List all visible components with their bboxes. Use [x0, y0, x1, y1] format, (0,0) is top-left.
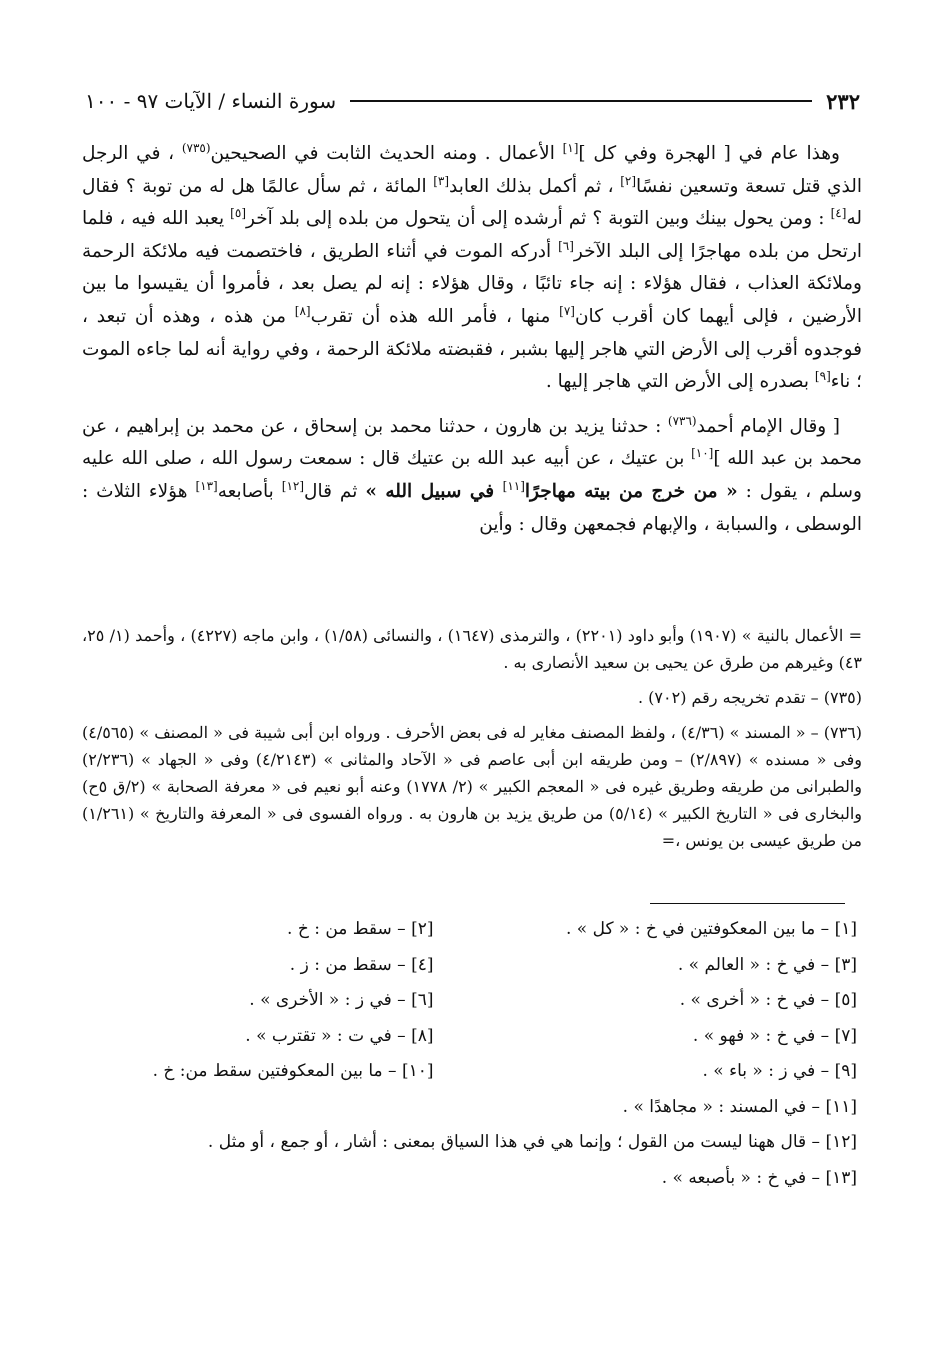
- paragraph: [82, 411, 862, 541]
- variant-note: [٩] – في ز : « باء » .: [702, 1061, 857, 1081]
- text-run: ، ثم أكمل بذلك العابد: [449, 175, 621, 197]
- variant-marker: [٤]: [830, 206, 847, 221]
- variant-marker: [١٠]: [691, 446, 714, 461]
- variant-marker: [٧]: [559, 303, 575, 318]
- variant-marker: [٣]: [433, 173, 450, 188]
- hadith-quote: « من خرج من بيته مهاجرًا: [524, 480, 738, 502]
- text-run: ثم قال: [304, 480, 366, 502]
- variant-note: [١] – ما بين المعكوفتين في خ : « كل » .: [565, 919, 857, 939]
- variant-marker: [١١]: [502, 478, 525, 493]
- variant-marker: [٦]: [558, 238, 574, 253]
- variant-note: [٧] – في خ : « فهو » .: [692, 1025, 857, 1046]
- text-run: يعبد الله فيه ، فلما ارتحل من بلده مهاجرًا إلى البلد الآخر: [82, 208, 862, 262]
- text-run: الأعمال . ومنه الحديث الثابت في الصحيحين: [210, 143, 563, 164]
- text-run: وهذا عام في [ الهجرة وفي كل ]: [578, 143, 840, 164]
- text-run: بصدره إلى الأرض التي هاجر إليها .: [545, 371, 815, 393]
- text-run: [ وقال الإمام أحمد: [696, 415, 841, 437]
- footnote: (٧٣٥) – تقدم تخريجه رقم (٧٠٢) .: [638, 688, 862, 707]
- text-run: بأصابعه: [217, 480, 282, 502]
- text-run: : ومن يحول بينك وبين التوبة ؟ ثم أرشده إلى أن يتحول من بلده إلى بلد آخر: [246, 208, 831, 230]
- header-rule: [350, 100, 812, 102]
- footnote-marker: (٧٣٦): [667, 413, 697, 428]
- manuscript-variants: [82, 912, 857, 1196]
- footnote: (٧٣٦) – « المسند » (٤/٣٦) ، ولفظ المصنف مغاير له فى بعض الأحرف . ورواه ابن أبى شيبة فى « المصنف » (٤/٥٦٥) وفى « مسنده » (٢/٨٩٧) – ومن طريقه ابن أبى عاصم فى « الآحاد والمثانى » (٤/٢١٤٣) وفى « الجهاد » (٢/٢٣٦) والطبرانى من طريقه وطريق غيره فى « المعجم الكبير » (٢/ ١٧٧٨) وعنه أبو نعيم فى « معرفة الصحابة » (٢/ق ٥ح) والبخارى فى « التاريخ الكبير » (٥/١٤) من طريق يزيد بن هارون به . ورواه الفسوى فى « المعرفة والتاريخ » (١/٢٦١) من طريق عيسى بن يونس ،=: [82, 723, 863, 850]
- variant-note: [٣] – في خ : « العالم » .: [677, 954, 857, 975]
- footnote-separator: [650, 903, 845, 904]
- main-text: [82, 138, 862, 541]
- paragraph: [82, 138, 862, 399]
- variant-note: [١٠] – ما بين المعكوفتين سقط من: خ .: [152, 1061, 434, 1081]
- text-run: بن عتيك ، عن أبيه عبد الله بن عتيك قال : سمعت رسول الله ، صلى الله عليه وسلم ، يقول :: [82, 448, 862, 502]
- variant-marker: [١]: [562, 141, 579, 155]
- running-title: سورة النساء / الآيات ٩٧ - ١٠٠: [85, 89, 337, 113]
- text-run: ، في الرجل الذي قتل تسعة وتسعين نفسًا: [82, 143, 862, 197]
- variant-marker: [٩]: [814, 369, 831, 384]
- hadith-quote: في سبيل الله »: [365, 480, 503, 502]
- variant-marker: [٢]: [620, 173, 637, 188]
- text-run: منها ، فأمر الله هذه أن تقرب: [310, 305, 560, 327]
- page-header: [85, 84, 860, 118]
- text-run: هؤلاء الثلاث : الوسطى ، والسبابة ، والإبهام فجمعهن وقال : وأين: [82, 480, 862, 535]
- footnote: = الأعمال بالنية » (١٩٠٧) وأبو داود (٢٢٠١) ، والترمذى (١٦٤٧) ، والنسائى (١/٥٨) ، وابن ماجه (٤٢٢٧) ، وأحمد (١/ ٢٥، ٤٣) وغيرهم من طرق عن يحيى بن سعيد الأنصارى به .: [82, 626, 863, 672]
- variant-note: [١٣] – في خ : « بأصبعه » .: [661, 1167, 857, 1188]
- text-run: المائة ، ثم سأل عالمًا هل له من توبة ؟ فقال له: [82, 175, 862, 230]
- variant-marker: [١٢]: [281, 478, 305, 493]
- variant-note: [٥] – في خ : « أخرى » .: [679, 990, 857, 1010]
- variant-note: [٤] – سقط من : ز .: [289, 954, 434, 975]
- variant-note: [١١] – في المسند : « مجاهدًا » .: [622, 1096, 857, 1117]
- footnotes: [82, 622, 862, 854]
- variant-marker: [١٣]: [195, 478, 218, 493]
- variant-note: [١٢] – قال ههنا ليست من القول ؛ وإنما هي في هذا السياق بمعنى : أشار ، أو جمع ، أو مثل .: [207, 1132, 857, 1152]
- variant-note: [٢] – سقط من : خ .: [287, 919, 434, 939]
- text-run: من هذه ، وهذه أن تبعد ، فوجدوه أقرب إلى الأرض التي هاجر إليها بشبر ، فقبضته ملائكة الرحمة ، وفي رواية أنه لما جاءه الموت ؛ ناء: [82, 305, 862, 393]
- variant-note: [٦] – في ز : « الأخرى » .: [249, 990, 434, 1010]
- text-run: أدركه الموت في أثناء الطريق ، فاختصمت فيه ملائكة الرحمة وملائكة العذاب ، فقال هؤلاء : إنه جاء تائبًا ، وقال هؤلاء : إنه لم يصل بعد ، فأمروا أن يقيسوا ما بين الأرضين ، فإلى أيهما كان أقرب كان: [82, 240, 862, 327]
- text-run: : حدثنا يزيد بن هارون ، حدثنا محمد بن إسحاق ، عن محمد بن إبراهيم ، عن محمد بن عبد الله ]: [82, 415, 862, 470]
- variant-marker: [٥]: [230, 206, 246, 221]
- variant-note: [٨] – في ت : « تقترب » .: [245, 1025, 434, 1046]
- footnote-marker: (٧٣٥): [181, 141, 211, 155]
- page-number: ٢٣٢: [826, 88, 860, 114]
- variant-marker: [٨]: [294, 303, 311, 318]
